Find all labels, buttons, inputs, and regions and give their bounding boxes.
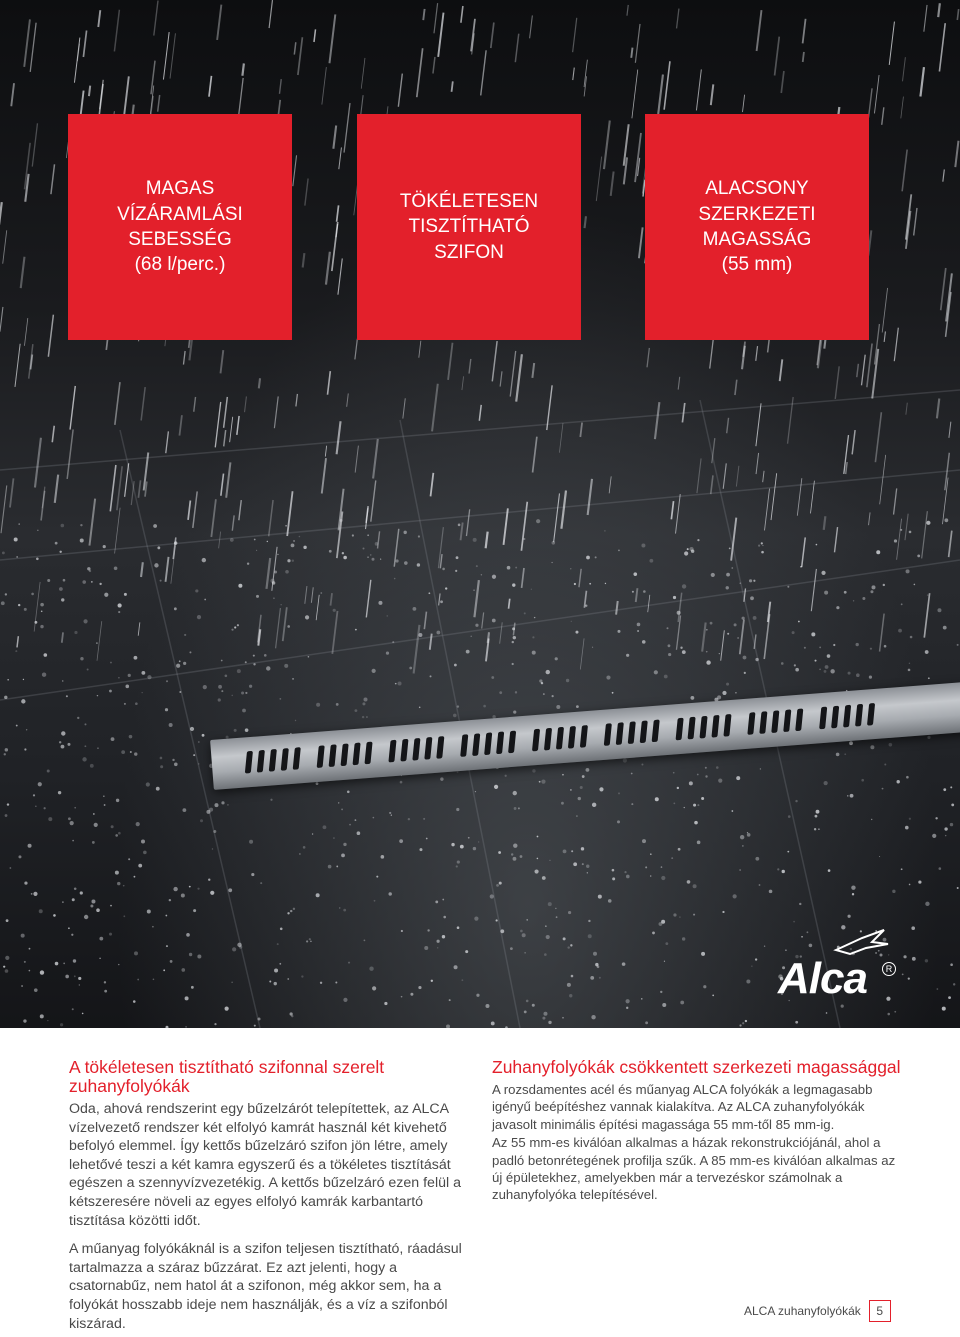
page-footer xyxy=(744,1300,891,1322)
right-heading: Zuhanyfolyókák csökkentett szerkezeti magassággal xyxy=(492,1057,901,1077)
logo-text: Alca xyxy=(778,954,867,1003)
drain-slot xyxy=(676,718,684,741)
drain-slot xyxy=(460,734,468,757)
drain-slot xyxy=(855,704,863,727)
drain-slot xyxy=(257,750,265,773)
drain-slot xyxy=(604,723,612,746)
drain-slot xyxy=(532,729,540,752)
feature-box-text: ALACSONY SZERKEZETI MAGASSÁG (55 mm) xyxy=(698,178,816,276)
drain-slot xyxy=(317,745,325,768)
drain-slot xyxy=(508,731,516,754)
drain-slot xyxy=(341,743,349,766)
drain-slot xyxy=(711,715,719,738)
drain-slot xyxy=(795,708,803,731)
drain-slot-group xyxy=(532,725,588,751)
drain-slot-group xyxy=(604,720,660,746)
drain-slot xyxy=(843,705,851,728)
drain-slot xyxy=(293,747,301,770)
drain-slot xyxy=(831,706,839,729)
feature-box-text: TÖKÉLETESEN TISZTÍTHATÓ SZIFON xyxy=(399,190,539,263)
drain-slot xyxy=(771,710,779,733)
drain-slot-group xyxy=(317,742,373,768)
left-paragraph-1: Oda, ahová rendszerint egy bűzelzárót telepítettek, az ALCA vízelvezető rendszer két elfolyó kamrát használ két kivehető befolyó elemmel. Így kettős bűzelzáró szifon jön létre, amely lehetővé teszi a két kamra egyszerű és a tökéletes tisztítását egészen a szennyvízvezetékig. A kettős bűzelzáró ezen felül a kétszeresére növeli az egyes elfolyó kamrák karbantartó tisztítása közötti időt. xyxy=(69,1101,461,1229)
drain-slot xyxy=(652,720,660,743)
drain-slot xyxy=(281,748,289,771)
drain-slot-group xyxy=(460,731,516,757)
drain-slot xyxy=(484,732,492,755)
feature-box-cleanable-siphon xyxy=(357,114,581,340)
drain-slot xyxy=(819,707,827,730)
drain-slot xyxy=(699,716,707,739)
drain-slot-group xyxy=(748,709,804,735)
drain-slot xyxy=(245,751,253,774)
drain-slot-group xyxy=(819,703,875,729)
drain-slot xyxy=(472,733,480,756)
drain-slot xyxy=(688,717,696,740)
drain-slot xyxy=(616,722,624,745)
drain-slot xyxy=(759,711,767,734)
drain-slot xyxy=(388,740,396,763)
drain-slot xyxy=(580,725,588,748)
feature-box-low-height xyxy=(645,114,869,340)
alca-logo xyxy=(778,928,898,1003)
left-heading: A tökéletesen tisztítható szifonnal szerelt zuhanyfolyókák xyxy=(69,1057,385,1096)
registered-mark: R xyxy=(882,962,896,976)
drain-slot xyxy=(329,744,337,767)
drain-slot xyxy=(640,720,648,743)
drain-slot xyxy=(269,749,277,772)
drain-slot xyxy=(352,743,360,766)
right-paragraph-2: Az 55 mm-es kiválóan alkalmas a házak rekonstrukciójánál, ahol a padló betonrétegének profilja szűk. A 85 mm-es kiválóan alkalmas az új épületekhez, amelyekben már a tervezéskor számolnak a zuhanyfolyóka telepítésével. xyxy=(492,1135,896,1203)
drain-slot-group xyxy=(245,747,301,773)
drain-slot xyxy=(364,742,372,765)
drain-slot xyxy=(400,739,408,762)
right-column xyxy=(492,1058,902,1205)
drain-slot xyxy=(556,727,564,750)
drain-slot xyxy=(436,736,444,759)
drain-slot xyxy=(628,721,636,744)
footer-label: ALCA zuhanyfolyókák xyxy=(744,1304,861,1318)
drain-slot xyxy=(496,731,504,754)
drain-slot xyxy=(867,703,875,726)
drain-slot xyxy=(783,709,791,732)
page-number: 5 xyxy=(869,1300,891,1322)
drain-slot xyxy=(568,726,576,749)
left-paragraph-2: A műanyag folyókáknál is a szifon teljesen tisztítható, ráadásul tartalmazza a száraz bűzzárat. Ez azt jelenti, hogy a csatornabűz, nem hatol át a szifonon, még akkor sem, ha a folyókát hosszabb ideje nem használják, és a víz a szifonból kiszárad. xyxy=(69,1241,462,1332)
feature-box-text: MAGAS VÍZÁRAMLÁSI SEBESSÉG (68 l/perc.) xyxy=(117,178,243,276)
drain-slot xyxy=(424,737,432,760)
drain-slot xyxy=(723,714,731,737)
left-column xyxy=(69,1058,469,1337)
drain-slot xyxy=(412,738,420,761)
feature-box-flow-rate xyxy=(68,114,292,340)
drain-slot-group xyxy=(676,714,732,740)
drain-slot xyxy=(747,712,755,735)
drain-slot xyxy=(544,728,552,751)
right-paragraph-1: A rozsdamentes acél és műanyag ALCA folyókák a legmagasabb igényű beépítéshez vannak kialakítva. Az ALCA zuhanyfolyókák javasolt minimális építési magassága 55 mm-től 85 mm-ig. xyxy=(492,1082,873,1132)
drain-slot-group xyxy=(389,736,445,762)
